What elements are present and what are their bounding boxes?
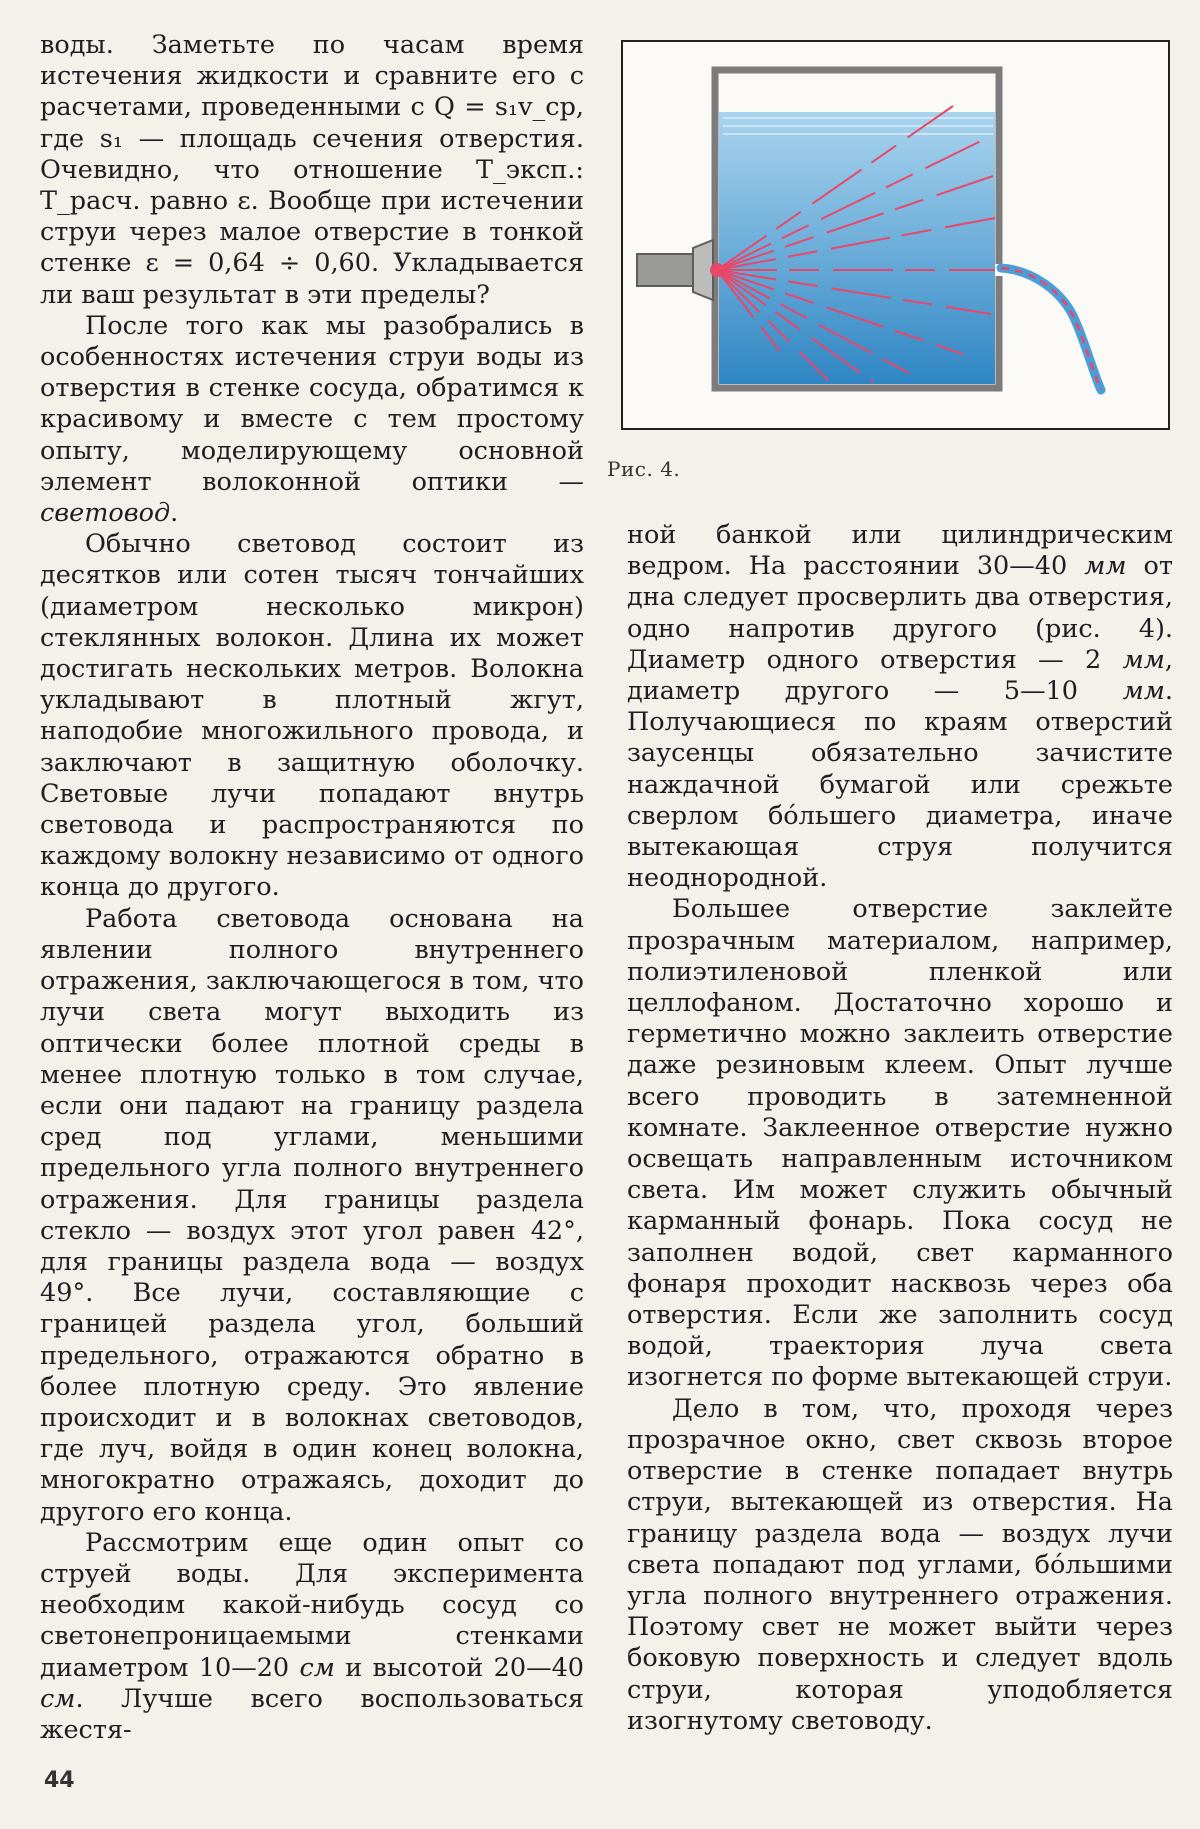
paragraph: Обычно световод состоит из десятков или сотен тысяч тончайших (диаметром несколько микрон) стеклянных волокон. Длина их может достигать нескольких метров. Волокна укладывают в плотный жгут, наподобие многожильного провода, и заключают в защитную оболочку. Световые лучи попадают внутрь световода и распространяются по каждому волокну независимо от одного конца до другого.	[40, 529, 584, 903]
figure-caption: Рис. 4.	[607, 457, 681, 481]
paragraph: Дело в том, что, проходя через прозрачное окно, свет сквозь второе отверстие в стенке попадает внутрь струи, вытекающей из отверстия. На границу раздела вода — воздух лучи света попадают под углами, бóльшими угла полного внутреннего отражения. Поэтому свет не может выйти через боковую поверхность и следует вдоль струи, которая уподобляется изогнутому световоду.	[627, 1393, 1173, 1736]
figure-4	[621, 40, 1170, 430]
water-jet	[1001, 268, 1101, 390]
page-number: 44	[44, 1768, 75, 1793]
left-text-column	[40, 30, 584, 1746]
right-text-column	[627, 520, 1173, 1737]
paragraph: ной банкой или цилиндрическим ведром. На расстоянии 30—40 мм от дна следует просверлить два отверстия, одно напротив другого (рис. 4). Диаметр одного отверстия — 2 мм, диаметр другого — 5—10 мм. Получающиеся по краям отверстий заусенцы обязательно зачистите наждачной бумагой или срежьте сверлом бóльшего диаметра, иначе вытекающая струя получится неоднородной.	[627, 520, 1174, 894]
paragraph: Большее отверстие заклейте прозрачным материалом, например, полиэтиленовой пленкой или целлофаном. Достаточно хорошо и герметично можно заклеить отверстие даже резиновым клеем. Опыт лучше всего проводить в затемненной комнате. Заклеенное отверстие нужно освещать направленным источником света. Им может служить обычный карманный фонарь. Пока сосуд не заполнен водой, свет карманного фонаря проходит насквозь через оба отверстия. Если же заполнить сосуд водой, траектория луча света изогнется по форме вытекающей струи.	[627, 894, 1173, 1393]
entry-light-spot	[710, 263, 724, 277]
paragraph: Рассмотрим еще один опыт со струей воды. Для эксперимента необходим какой-нибудь сосуд со светонепроницаемыми стенками диаметром 10—20 см и высотой 20—40 см. Лучше всего воспользоваться жестя-	[40, 1527, 585, 1745]
paragraph: воды. Заметьте по часам время истечения жидкости и сравните его с расчетами, проведенными с Q = s₁v_ср, где s₁ — площадь сечения отверстия. Очевидно, что отношение T_эксп.: T_расч. равно ε. Вообще при истечении струи через малое отверстие в тонкой стенке ε = 0,64 ÷ 0,60. Укладывается ли ваш результат в эти пределы?	[40, 30, 584, 310]
emphasis-term: световод	[40, 498, 171, 529]
flashlight-body	[637, 254, 693, 286]
paragraph: После того как мы разобрались в особенностях истечения струи воды из отверстия в стенке сосуда, обратимся к красивому и вместе с тем простому опыту, моделирующему основной элемент волоконной оптики — световод.	[40, 310, 584, 529]
paragraph: Работа световода основана на явлении полного внутреннего отражения, заключающегося в том, что лучи света могут выходить из оптически более плотной среды в менее плотную только в том случае, если они падают на границу раздела сред под углами, меньшими предельного угла полного внутреннего отражения. Для границы раздела стекло — воздух этот угол равен 42°, для границы раздела вода — воздух 49°. Все лучи, составляющие с границей раздела угол, больший предельного, отражаются обратно в более плотную среду. Это явление происходит и в волокнах световодов, где луч, войдя в один конец волокна, многократно отражаясь, доходит до другого его конца.	[40, 903, 584, 1527]
vessel-illustration	[623, 42, 1168, 428]
